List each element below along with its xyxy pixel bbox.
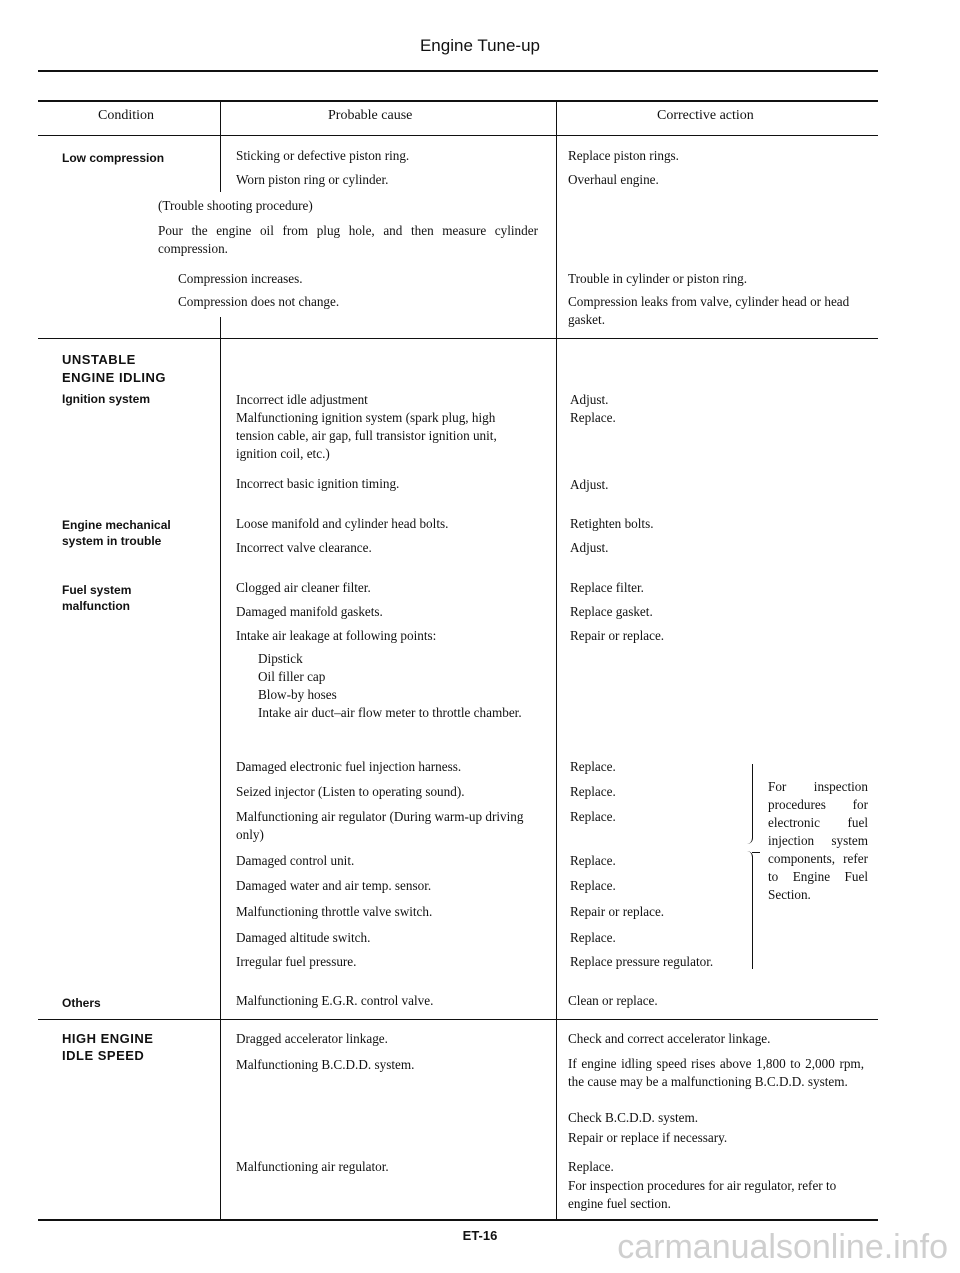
header-cause: Probable cause — [328, 108, 413, 123]
section-unstable-idling: ENGINE IDLING — [62, 370, 167, 385]
action-item: If engine idling speed rises above 1,800 to 2,000 rpm, the cause may be a malfunctioning B.C.D.D. system. — [568, 1056, 864, 1089]
condition-others: Others — [62, 996, 101, 1010]
leak-point: Intake air duct–air flow meter to throttle chamber. — [258, 705, 522, 720]
cause-item: Incorrect basic ignition timing. — [236, 476, 400, 491]
action-item: Repair or replace. — [570, 904, 665, 919]
cause-item: Worn piston ring or cylinder. — [236, 172, 389, 187]
result-action: Compression leaks from valve, cylinder head or head gasket. — [568, 294, 850, 327]
header-rule — [38, 135, 878, 136]
watermark: carmanualsonline.info — [617, 1228, 948, 1266]
action-item: For inspection procedures for air regulator, refer to engine fuel section. — [568, 1178, 837, 1211]
action-item: Replace. — [570, 853, 616, 868]
cause-item: Dragged accelerator linkage. — [236, 1031, 388, 1046]
section-high-idle: IDLE SPEED — [62, 1048, 145, 1063]
cause-item: Malfunctioning air regulator (During warm-up driving only) — [236, 809, 524, 842]
action-item: Check B.C.D.D. system. — [568, 1110, 699, 1125]
cause-item: Loose manifold and cylinder head bolts. — [236, 516, 449, 531]
action-item: Replace. — [570, 784, 616, 799]
procedure-result: Compression does not change. — [178, 294, 340, 309]
brace-lower — [746, 851, 753, 969]
result-action: Trouble in cylinder or piston ring. — [568, 271, 747, 286]
title-rule — [38, 70, 878, 72]
condition-mechanical: system in trouble — [62, 534, 162, 548]
header-action: Corrective action — [657, 108, 754, 123]
procedure-title: (Trouble shooting procedure) — [158, 198, 313, 213]
cause-item: Seized injector (Listen to operating sound). — [236, 784, 465, 799]
cause-item: Malfunctioning ignition system (spark plug, high tension cable, air gap, full transistor ignition unit, ignition coil, etc.) — [236, 410, 497, 461]
section-high-idle: HIGH ENGINE — [62, 1031, 154, 1046]
action-item: Replace. — [570, 930, 616, 945]
cause-item: Irregular fuel pressure. — [236, 954, 357, 969]
cause-item: Malfunctioning B.C.D.D. system. — [236, 1057, 415, 1072]
action-item: Replace. — [570, 809, 616, 824]
table-top-rule — [38, 100, 878, 102]
action-item: Overhaul engine. — [568, 172, 659, 187]
column-divider-2 — [556, 100, 557, 1220]
cause-item: Incorrect valve clearance. — [236, 540, 372, 555]
cause-item: Damaged electronic fuel injection harness. — [236, 759, 462, 774]
condition-low-compression: Low compression — [62, 151, 165, 165]
procedure-text: Pour the engine oil from plug hole, and then measure cylinder compression. — [158, 223, 538, 256]
cause-item: Incorrect idle adjustment — [236, 392, 368, 407]
action-item: Replace pressure regulator. — [570, 954, 714, 969]
cause-item: Malfunctioning throttle valve switch. — [236, 904, 433, 919]
action-item: Replace gasket. — [570, 604, 653, 619]
action-item: Check and correct accelerator linkage. — [568, 1031, 771, 1046]
section-rule — [38, 1019, 878, 1020]
action-item: Clean or replace. — [568, 993, 658, 1008]
table-bottom-rule — [38, 1219, 878, 1221]
action-item: Adjust. — [570, 392, 609, 407]
action-item: Replace piston rings. — [568, 148, 679, 163]
cause-item: Malfunctioning E.G.R. control valve. — [236, 993, 434, 1008]
section-unstable-idling: UNSTABLE — [62, 352, 136, 367]
cause-item: Damaged altitude switch. — [236, 930, 371, 945]
action-item: Replace. — [568, 1159, 614, 1174]
cause-item: Damaged manifold gaskets. — [236, 604, 383, 619]
action-item: Repair or replace. — [570, 628, 665, 643]
brace-tip — [752, 842, 760, 853]
leak-point: Blow-by hoses — [258, 687, 337, 702]
cause-item: Damaged control unit. — [236, 853, 355, 868]
action-item: Replace. — [570, 410, 616, 425]
page-number: ET-16 — [462, 1228, 498, 1243]
leak-point: Oil filler cap — [258, 669, 326, 684]
brace-upper — [746, 764, 753, 844]
cause-item: Clogged air cleaner filter. — [236, 580, 371, 595]
cause-item: Damaged water and air temp. sensor. — [236, 878, 432, 893]
section-rule — [38, 338, 878, 339]
action-item: Repair or replace if necessary. — [568, 1130, 728, 1145]
header-condition: Condition — [98, 108, 155, 123]
condition-fuel-system: Fuel system — [62, 583, 132, 597]
action-item: Adjust. — [570, 540, 609, 555]
cause-item: Malfunctioning air regulator. — [236, 1159, 389, 1174]
efi-note: For inspection procedures for electronic fuel injection system components, refer to Engine Fuel Section. — [768, 779, 868, 902]
action-item: Retighten bolts. — [570, 516, 654, 531]
condition-fuel-system: malfunction — [62, 599, 130, 613]
cause-item: Sticking or defective piston ring. — [236, 148, 410, 163]
leak-point: Dipstick — [258, 651, 303, 666]
action-item: Replace. — [570, 759, 616, 774]
action-item: Replace filter. — [570, 580, 644, 595]
condition-ignition: Ignition system — [62, 392, 151, 406]
action-item: Replace. — [570, 878, 616, 893]
condition-mechanical: Engine mechanical — [62, 518, 171, 532]
action-item: Adjust. — [570, 477, 609, 492]
procedure-result: Compression increases. — [178, 271, 303, 286]
page-title: Engine Tune-up — [419, 36, 541, 55]
cause-item: Intake air leakage at following points: — [236, 628, 437, 643]
